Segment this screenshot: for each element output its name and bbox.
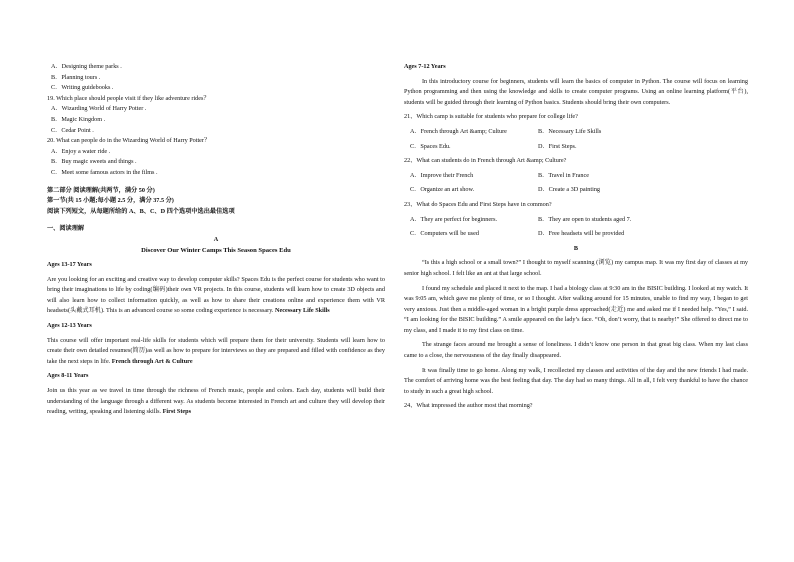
question-23: 23、What do Spaces Edu and First Steps have in common? <box>404 200 552 208</box>
paragraph-3 <box>47 386 385 418</box>
q20-option-c: C．Meet some famous actors in the films . <box>51 168 158 176</box>
q23-options-row-1 <box>404 215 748 226</box>
passage-letter-b: B <box>573 244 579 252</box>
q19-option-a: A．Wizarding World of Harry Potter . <box>51 105 147 113</box>
q21-option-c: C．Spaces Edu. <box>410 142 451 150</box>
paragraph-4: In this introductory course for beginners, students will learn the basics of computer in Python. The course will focus on learning Python programming and then using the knowledge and skills to create computer programs. Using an online learning platform(平台), students will be guided through their learning of Python basics. Students should bring their own computers. <box>404 77 748 106</box>
paragraph-b3: The strange faces around me brought a sense of loneliness. I didn’t know one person in that great big class. When my last class came to a close, the nervousness of the day finally disappeared. <box>404 341 748 360</box>
paragraph-2-text: This course will offer important real-life skills for students which will prepare them for their university. Students will learn how to create their own detailed resumes(简历)as well as how to prepare for interviews so they are prepared and filled with confidence as they take the next steps in life. <box>47 336 385 365</box>
option-b: B．Planning tours . <box>51 73 101 81</box>
paragraph-b2: I found my schedule and placed it next to the map. I had a biology class at 9:30 am in the BISIC building. I looked at my watch. It was 9:05 am, which gave me plenty of time, or so I thought. After walking around for 15 minutes, unable to find my way, I began to get very anxious. Just then a middle-aged woman in a bright purple dress approached(走近) me and asked me if I needed help. “Yes,” I said. “I am looking for the BISIC building.” A smile appeared on the lady’s face. “Oh, don’t worry, that is nearby!” She offered to direct me to my class, and I made it to my first class on time. <box>404 284 748 334</box>
q19-option-c: C．Cedar Point . <box>51 126 94 134</box>
q22-options-row-2 <box>404 185 748 196</box>
paragraph-b1: “Is this a high school or a small town?” I thought to myself scanning (浏览) my campus map. It was my first day of classes at my senior high school. I felt like an ant at that large school. <box>404 259 748 277</box>
age-group-1: Ages 13-17 Years <box>47 261 92 269</box>
q20-option-b: B．Buy magic sweets and things . <box>51 158 137 166</box>
q22-option-a: A．Improve their French <box>410 171 474 179</box>
q23-option-c: C．Computers will be used <box>410 230 479 238</box>
paragraph-3-text: Join us this year as we travel in time through the richness of French music, people and colors. Each day, students will build their understanding of the language through a different way. As students become interested in French art and culture they will develop their reading, writing, speaking and listening skills. <box>47 387 385 416</box>
q19-option-b: B．Magic Kingdom . <box>51 115 106 123</box>
section1-heading: 第一节(共 15 小题;每小题 2.5 分，满分 37.5 分) <box>47 197 174 205</box>
age-group-3: Ages 8-11 Years <box>47 372 89 380</box>
part2-heading: 第二部分 阅读理解(共两节，满分 50 分) <box>47 186 155 194</box>
course-name-french: French through Art & Culture <box>111 357 193 365</box>
paragraph-2 <box>47 336 385 368</box>
q20-option-a: A．Enjoy a water ride . <box>51 147 111 155</box>
q21-options-row-2 <box>404 142 748 153</box>
age-group-2: Ages 12-13 Years <box>47 322 92 330</box>
q21-options-row-1 <box>404 127 748 138</box>
question-22: 22、What can students do in French through Art &amp; Culture? <box>404 157 567 165</box>
q22-option-b: B．Travel in France <box>538 171 589 179</box>
course-name-life-skills: Necessary Life Skills <box>275 307 330 315</box>
paragraph-b4: It was finally time to go home. Along my walk, I recollected my classes and activities of the day and the new friends I had made. The comfort of arriving home was the best feeling that day. The day had so many things. All in all, I felt very thankful to have the chance to study in such a great high school. <box>404 366 748 395</box>
option-a: A．Designing theme parks . <box>51 63 122 70</box>
paragraph-1 <box>47 275 385 317</box>
q23-option-b: B．They are open to students aged 7. <box>538 215 632 223</box>
q22-options-row-1 <box>404 171 748 182</box>
q21-option-d: D．First Steps. <box>538 142 577 150</box>
q22-option-c: C．Organize an art show. <box>410 186 475 194</box>
question-21: 21、Which camp is suitable for students who prepare for college life? <box>404 113 578 121</box>
option-c: C．Writing guidebooks . <box>51 84 114 92</box>
q23-option-a: A．They are perfect for beginners. <box>410 215 498 223</box>
course-name-first-steps: First Steps <box>162 408 192 416</box>
passage-title: Discover Our Winter Camps This Season Spaces Edu <box>141 246 291 254</box>
q23-option-d: D．Free headsets will be provided <box>538 230 625 238</box>
question-20: 20. What can people do in the Wizarding World of Harry Potter？ <box>47 137 211 145</box>
question-24: 24、What impressed the author most that morning? <box>404 402 533 410</box>
passage-letter-a: A <box>213 235 219 243</box>
right-column <box>404 62 748 412</box>
q21-option-a: A．French through Art &amp; Culture <box>410 127 507 135</box>
q21-option-b: B．Necessary Life Skills <box>538 127 602 135</box>
question-19: 19. Which place should people visit if they like adventure rides？ <box>47 94 210 102</box>
q22-option-d: D．Create a 3D painting <box>538 186 601 194</box>
left-column <box>47 62 385 418</box>
paragraph-1-text: Are you looking for an exciting and creative way to develop computer skills? Spaces Edu is the perfect course for students who want to bring their imaginations to life by coding(编码)their own VR projects. In this course, students will learn how to create 3D objects and will also learn how to collect information quickly, as well as how to share their creations online and experience them with VR headsets(头戴式耳机). This is an advanced course so some coding experience is necessary. <box>47 275 385 315</box>
instructions: 阅读下列短文，从每题所给的 A、B、C、D 四个选项中选出最佳选项 <box>47 207 235 215</box>
q23-options-row-2 <box>404 229 748 240</box>
age-group-4: Ages 7-12 Years <box>404 63 446 70</box>
part1-label: 一、阅读理解 <box>47 225 85 233</box>
